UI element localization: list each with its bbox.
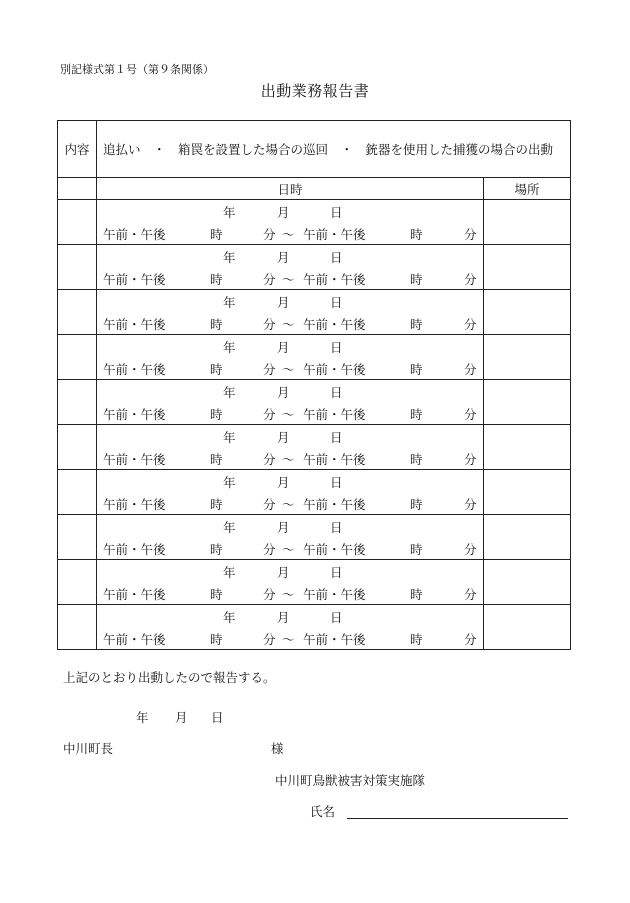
hour-label: 時	[210, 227, 223, 242]
hour-label: 時	[410, 632, 423, 647]
report-date-day: 日	[211, 710, 224, 725]
row-blank-cell	[58, 425, 97, 470]
report-table	[57, 120, 571, 650]
date-line	[97, 338, 483, 354]
minute-label: 分	[464, 497, 477, 512]
hour-label: 時	[410, 542, 423, 557]
content-label: 内容	[58, 121, 97, 178]
time-range-line	[97, 540, 483, 556]
tilde: ～	[282, 587, 295, 602]
tilde: ～	[282, 497, 295, 512]
day-label: 日	[330, 520, 343, 535]
minute-label: 分	[464, 407, 477, 422]
month-label: 月	[277, 340, 290, 355]
year-label: 年	[223, 565, 236, 580]
table-row	[58, 290, 571, 335]
tilde: ～	[282, 272, 295, 287]
year-label: 年	[223, 205, 236, 220]
month-label: 月	[277, 385, 290, 400]
month-label: 月	[277, 250, 290, 265]
minute-label: 分	[263, 497, 276, 512]
hour-label: 時	[410, 497, 423, 512]
day-label: 日	[330, 250, 343, 265]
place-cell	[484, 290, 571, 335]
year-label: 年	[223, 520, 236, 535]
datetime-cell	[97, 200, 484, 245]
closing-statement: 上記のとおり出動したので報告する。	[63, 670, 276, 685]
row-blank-cell	[58, 560, 97, 605]
tilde: ～	[282, 632, 295, 647]
hour-label: 時	[210, 407, 223, 422]
year-label: 年	[223, 385, 236, 400]
hour-label: 時	[410, 272, 423, 287]
row-blank-cell	[58, 380, 97, 425]
tilde: ～	[282, 362, 295, 377]
month-label: 月	[277, 565, 290, 580]
year-label: 年	[223, 475, 236, 490]
date-line	[97, 293, 483, 309]
ampm-label: 午前・午後	[103, 407, 166, 422]
header-blank-cell	[58, 178, 97, 200]
content-row	[58, 121, 571, 178]
row-blank-cell	[58, 470, 97, 515]
time-range-line	[97, 630, 483, 646]
datetime-cell	[97, 245, 484, 290]
ampm-label: 午前・午後	[103, 272, 166, 287]
minute-label: 分	[464, 632, 477, 647]
name-label: 氏名	[310, 804, 336, 819]
ampm-label: 午前・午後	[303, 452, 366, 467]
honorific: 様	[271, 741, 284, 756]
ampm-label: 午前・午後	[303, 272, 366, 287]
ampm-label: 午前・午後	[103, 362, 166, 377]
month-label: 月	[277, 295, 290, 310]
tilde: ～	[282, 407, 295, 422]
date-line	[97, 248, 483, 264]
day-label: 日	[330, 430, 343, 445]
row-blank-cell	[58, 290, 97, 335]
date-line	[97, 563, 483, 579]
hour-label: 時	[410, 452, 423, 467]
document-title: 出動業務報告書	[260, 82, 370, 100]
datetime-cell	[97, 470, 484, 515]
datetime-cell	[97, 605, 484, 650]
place-cell	[484, 470, 571, 515]
hour-label: 時	[210, 362, 223, 377]
minute-label: 分	[464, 272, 477, 287]
place-cell	[484, 380, 571, 425]
place-cell	[484, 245, 571, 290]
minute-label: 分	[263, 272, 276, 287]
ampm-label: 午前・午後	[303, 407, 366, 422]
tilde: ～	[282, 227, 295, 242]
datetime-cell	[97, 515, 484, 560]
minute-label: 分	[263, 317, 276, 332]
minute-label: 分	[464, 452, 477, 467]
minute-label: 分	[464, 227, 477, 242]
year-label: 年	[223, 295, 236, 310]
table-row	[58, 380, 571, 425]
minute-label: 分	[263, 227, 276, 242]
organization-name: 中川町鳥獣被害対策実施隊	[275, 773, 426, 788]
hour-label: 時	[410, 407, 423, 422]
tilde: ～	[282, 317, 295, 332]
hour-label: 時	[210, 452, 223, 467]
time-range-line	[97, 495, 483, 511]
date-line	[97, 518, 483, 534]
ampm-label: 午前・午後	[303, 632, 366, 647]
table-row	[58, 200, 571, 245]
minute-label: 分	[464, 317, 477, 332]
minute-label: 分	[464, 542, 477, 557]
month-label: 月	[277, 520, 290, 535]
row-blank-cell	[58, 335, 97, 380]
hour-label: 時	[410, 317, 423, 332]
minute-label: 分	[263, 452, 276, 467]
place-cell	[484, 335, 571, 380]
minute-label: 分	[263, 587, 276, 602]
header-place: 場所	[484, 178, 571, 200]
ampm-label: 午前・午後	[103, 632, 166, 647]
datetime-cell	[97, 380, 484, 425]
month-label: 月	[277, 205, 290, 220]
place-cell	[484, 515, 571, 560]
place-cell	[484, 425, 571, 470]
signature-line	[347, 818, 568, 819]
day-label: 日	[330, 610, 343, 625]
month-label: 月	[277, 610, 290, 625]
day-label: 日	[330, 385, 343, 400]
hour-label: 時	[210, 632, 223, 647]
day-label: 日	[330, 295, 343, 310]
datetime-cell	[97, 335, 484, 380]
ampm-label: 午前・午後	[303, 497, 366, 512]
datetime-cell	[97, 560, 484, 605]
month-label: 月	[277, 430, 290, 445]
place-cell	[484, 560, 571, 605]
time-range-line	[97, 225, 483, 241]
ampm-label: 午前・午後	[303, 227, 366, 242]
date-line	[97, 473, 483, 489]
table-row	[58, 515, 571, 560]
ampm-label: 午前・午後	[103, 542, 166, 557]
minute-label: 分	[263, 632, 276, 647]
tilde: ～	[282, 452, 295, 467]
day-label: 日	[330, 205, 343, 220]
ampm-label: 午前・午後	[303, 362, 366, 377]
hour-label: 時	[410, 227, 423, 242]
report-date-year: 年	[136, 710, 149, 725]
datetime-cell	[97, 425, 484, 470]
content-options: 追払い ・ 箱罠を設置した場合の巡回 ・ 銃器を使用した捕獲の場合の出動	[97, 121, 571, 178]
header-datetime: 日時	[97, 178, 484, 200]
date-line	[97, 428, 483, 444]
tilde: ～	[282, 542, 295, 557]
row-blank-cell	[58, 515, 97, 560]
time-range-line	[97, 360, 483, 376]
time-range-line	[97, 585, 483, 601]
place-cell	[484, 200, 571, 245]
minute-label: 分	[464, 362, 477, 377]
day-label: 日	[330, 475, 343, 490]
ampm-label: 午前・午後	[303, 587, 366, 602]
ampm-label: 午前・午後	[103, 227, 166, 242]
form-number: 別記様式第１号（第９条関係）	[60, 63, 214, 76]
datetime-cell	[97, 290, 484, 335]
month-label: 月	[277, 475, 290, 490]
table-row	[58, 335, 571, 380]
day-label: 日	[330, 565, 343, 580]
time-range-line	[97, 270, 483, 286]
year-label: 年	[223, 610, 236, 625]
table-row	[58, 425, 571, 470]
year-label: 年	[223, 250, 236, 265]
year-label: 年	[223, 430, 236, 445]
row-blank-cell	[58, 605, 97, 650]
hour-label: 時	[410, 587, 423, 602]
date-line	[97, 203, 483, 219]
ampm-label: 午前・午後	[103, 497, 166, 512]
date-line	[97, 383, 483, 399]
minute-label: 分	[263, 362, 276, 377]
place-cell	[484, 605, 571, 650]
header-row	[58, 178, 571, 200]
hour-label: 時	[210, 272, 223, 287]
table-row	[58, 605, 571, 650]
table-row	[58, 470, 571, 515]
hour-label: 時	[210, 587, 223, 602]
time-range-line	[97, 405, 483, 421]
minute-label: 分	[263, 407, 276, 422]
table-row	[58, 245, 571, 290]
hour-label: 時	[210, 497, 223, 512]
ampm-label: 午前・午後	[303, 317, 366, 332]
ampm-label: 午前・午後	[103, 587, 166, 602]
hour-label: 時	[410, 362, 423, 377]
minute-label: 分	[464, 587, 477, 602]
time-range-line	[97, 315, 483, 331]
time-range-line	[97, 450, 483, 466]
year-label: 年	[223, 340, 236, 355]
table-row	[58, 560, 571, 605]
report-date-month: 月	[175, 710, 188, 725]
date-line	[97, 608, 483, 624]
ampm-label: 午前・午後	[303, 542, 366, 557]
ampm-label: 午前・午後	[103, 317, 166, 332]
row-blank-cell	[58, 245, 97, 290]
addressee: 中川町長	[63, 741, 114, 756]
minute-label: 分	[263, 542, 276, 557]
hour-label: 時	[210, 542, 223, 557]
day-label: 日	[330, 340, 343, 355]
hour-label: 時	[210, 317, 223, 332]
row-blank-cell	[58, 200, 97, 245]
ampm-label: 午前・午後	[103, 452, 166, 467]
